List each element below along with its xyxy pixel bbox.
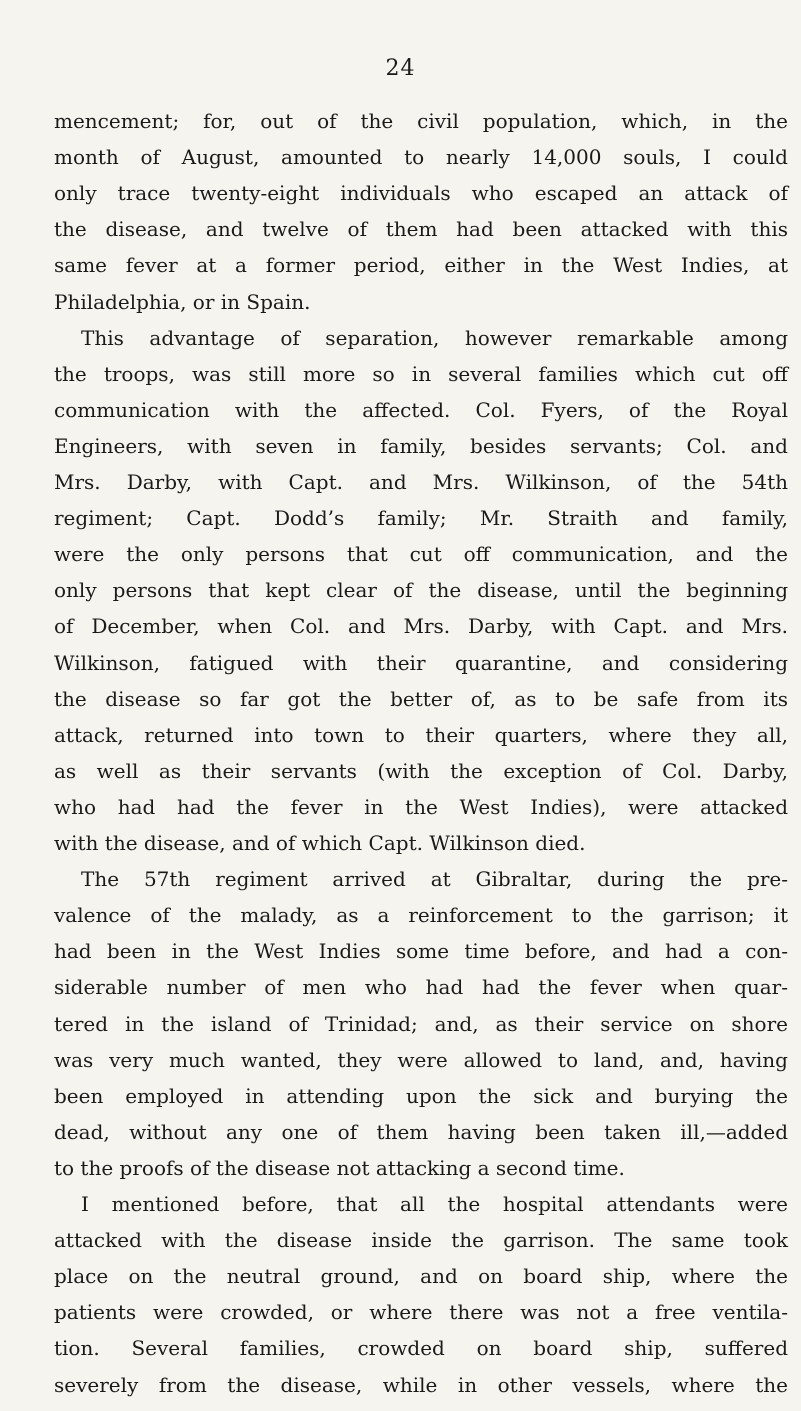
text-line: month of August, amounted to nearly 14,000 souls, I could	[54, 145, 788, 170]
text-line: of December, when Col. and Mrs. Darby, with Capt. and Mrs.	[54, 614, 788, 639]
text-line: valence of the malady, as a reinforcement to the garrison; it	[54, 903, 788, 928]
text-line: The 57th regiment arrived at Gibraltar, during the pre-	[81, 867, 788, 892]
page-number: 24	[385, 56, 416, 81]
text-line: same fever at a former period, either in the West Indies, at	[54, 253, 788, 278]
text-line: regiment; Capt. Dodd’s family; Mr. Straith and family,	[54, 506, 788, 531]
text-line: Wilkinson, fatigued with their quarantine, and considering	[54, 650, 788, 675]
text-line: were the only persons that cut off communication, and the	[54, 542, 788, 567]
text-line: had been in the West Indies some time before, and had a con-	[54, 939, 788, 964]
text-line: siderable number of men who had had the fever when quar-	[54, 975, 788, 1000]
text-line: mencement; for, out of the civil population, which, in the	[54, 109, 788, 133]
text-line: This advantage of separation, however remarkable among	[81, 325, 788, 350]
text-line: was very much wanted, they were allowed to land, and, having	[54, 1047, 788, 1072]
text-line: Engineers, with seven in family, besides servants; Col. and	[54, 433, 788, 458]
text-line: tion. Several families, crowded on board ship, suffered	[54, 1336, 788, 1361]
text-line: been employed in attending upon the sick and burying the	[54, 1083, 788, 1108]
text-line: Mrs. Darby, with Capt. and Mrs. Wilkinson, of the 54th	[54, 470, 788, 494]
text-line: I mentioned before, that all the hospital attendants were	[81, 1192, 788, 1216]
text-line: attack, returned into town to their quarters, where they all,	[54, 722, 788, 747]
text-line: as well as their servants (with the exception of Col. Darby,	[54, 758, 788, 783]
text-line: the disease, and twelve of them had been attacked with this	[54, 217, 788, 242]
text-line: communication with the affected. Col. Fyers, of the Royal	[54, 397, 788, 422]
text-line: severely from the disease, while in other vessels, where the	[54, 1372, 788, 1397]
text-line: who had had the fever in the West Indies), were attacked	[54, 794, 788, 819]
text-line: tered in the island of Trinidad; and, as their service on shore	[54, 1011, 788, 1036]
text-line: place on the neutral ground, and on board ship, where the	[54, 1264, 788, 1289]
text-line: dead, without any one of them having been taken ill,—added	[54, 1119, 788, 1144]
text-line: attacked with the disease inside the garrison. The same took	[54, 1228, 788, 1253]
text-line: the troops, was still more so in several families which cut off	[54, 361, 788, 386]
text-line: Philadelphia, or in Spain.	[54, 289, 311, 314]
text-line: only trace twenty-eight individuals who escaped an attack of	[54, 181, 788, 206]
text-line: only persons that kept clear of the disease, until the beginning	[54, 578, 788, 603]
text-line: patients were crowded, or where there was not a free ventila-	[54, 1300, 788, 1325]
text-line: with the disease, and of which Capt. Wilkinson died.	[54, 831, 586, 855]
text-line: to the proofs of the disease not attacking a second time.	[54, 1155, 625, 1180]
text-line: the disease so far got the better of, as to be safe from its	[54, 686, 788, 711]
